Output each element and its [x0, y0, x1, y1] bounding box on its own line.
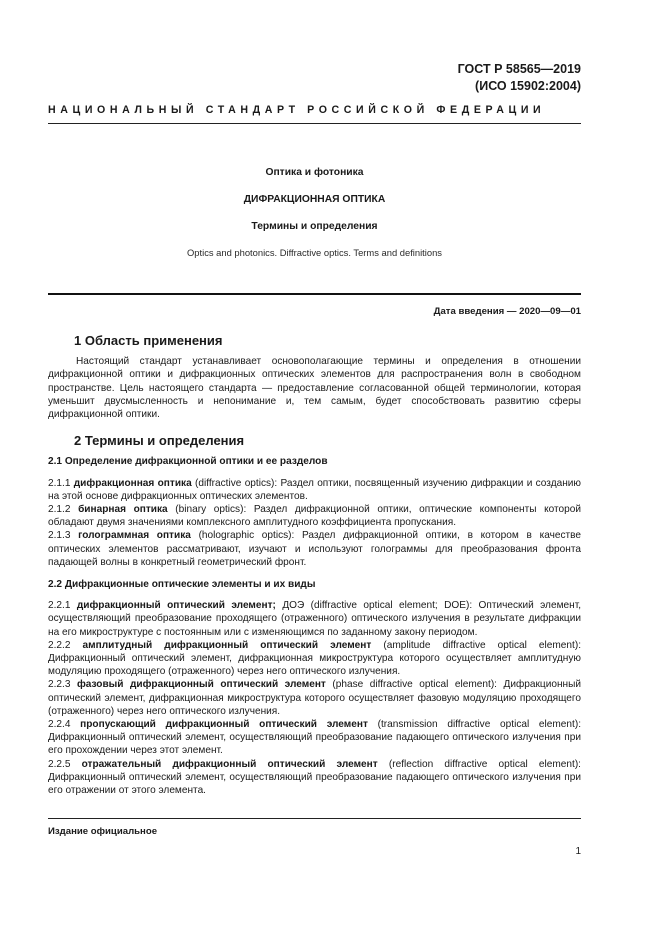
title-divider: [48, 293, 581, 295]
term-entry-2-1-1: [48, 477, 581, 503]
entry-number: 2.2.5: [48, 758, 71, 770]
title-line-3: Термины и определения: [251, 221, 378, 232]
entry-term: голограммная оптика: [78, 530, 191, 542]
term-entry-2-2-2: [48, 639, 581, 679]
term-entry-2-2-3: [48, 678, 581, 718]
entry-number: 2.1.2: [48, 504, 71, 516]
gost-number: ГОСТ Р 58565—2019: [457, 62, 581, 76]
national-standard-title: НАЦИОНАЛЬНЫЙ СТАНДАРТ РОССИЙСКОЙ ФЕДЕРАЦИИ: [48, 104, 546, 116]
term-entry-2-1-2: [48, 503, 581, 529]
entry-number: 2.2.2: [48, 639, 71, 651]
section-2-heading: 2 Термины и определения: [74, 433, 245, 449]
entry-term: отражательный дифракционный оптический элемент: [81, 758, 378, 770]
entry-definition: (amplitude diffractive optical element): Дифракционный оптический элемент, дифракционная микроструктура которого осуществляет амплитудную модуляцию проходящего (отраженного) через него оптического излучения.: [48, 639, 581, 678]
standard-number-block: [458, 61, 581, 95]
section-1-heading: 1 Область применения: [74, 333, 223, 348]
entry-term: дифракционный оптический элемент;: [76, 600, 276, 612]
entry-term: дифракционная оптика: [73, 477, 192, 489]
entry-number: 2.2.3: [48, 679, 71, 691]
term-entry-2-1-3: [48, 529, 581, 569]
entry-term: пропускающий дифракционный оптический элемент: [80, 719, 368, 731]
page-number: 1: [575, 846, 581, 857]
header-divider: [48, 123, 581, 124]
title-line-1: Оптика и фотоника: [265, 167, 364, 178]
introduction-date: Дата введения — 2020—09—01: [433, 306, 581, 317]
entry-definition: (phase diffractive optical element): Дифракционный оптический элемент, дифракционная микроструктура которого осуществляет фазовую модуляцию проходящего (отраженного) через него оптического излучения.: [48, 679, 581, 717]
term-entry-2-2-4: [48, 718, 581, 758]
subsection-2-2-heading: 2.2 Дифракционные оптические элементы и их виды: [48, 579, 316, 591]
entry-number: 2.2.1: [48, 600, 71, 612]
footer-divider: [48, 818, 581, 819]
entry-definition: (diffractive optics): Раздел оптики, посвященный изучению дифракции и созданию на этой основе дифракционных оптических элементов.: [48, 477, 581, 502]
section-1-paragraph: Настоящий стандарт устанавливает основополагающие термины и определения в отношении дифракционной оптики и дифракционных оптических элементов для распространения волн в свободном пространстве. Цель настоящего стандарта — предоставление согласованной общей терминологии, которая уменьшит двусмысленность и непонимание и, тем самым, будет способствовать развитию сферы дифракционной оптики.: [48, 356, 581, 421]
entry-number: 2.1.1: [48, 477, 71, 489]
entry-term: бинарная оптика: [78, 504, 168, 516]
subsection-2-1-heading: 2.1 Определение дифракционной оптики и ее разделов: [48, 456, 328, 468]
entry-definition: (transmission diffractive optical element): Дифракционный оптический элемент, осуществляющий преобразование падающего оптического излучения при его прохождении через этот элемент.: [48, 719, 582, 757]
entry-definition: (holographic optics): Раздел дифракционной оптики, в котором в качестве оптических элементов рассматривают, изучают и используют голограммы для преобразования фронта падающей волны в конкретный геометрический фронт.: [48, 530, 582, 568]
entry-definition: (reflection diffractive optical element): Дифракционный оптический элемент, осуществляющий преобразование падающего оптического излучения при его отражении от этого элемента.: [48, 758, 581, 797]
entry-number: 2.2.4: [48, 719, 71, 731]
entry-definition: (binary optics): Раздел дифракционной оптики, оптические компоненты которой обладают двумя значениями комплексного амплитудного коэффициента пропускания.: [48, 504, 582, 529]
entry-term: фазовый дифракционный оптический элемент: [76, 679, 326, 691]
entry-number: 2.1.3: [48, 530, 71, 542]
term-entry-2-2-5: [48, 758, 581, 798]
title-line-2: ДИФРАКЦИОННАЯ ОПТИКА: [243, 194, 386, 205]
term-entry-2-2-1: [48, 599, 581, 639]
official-edition-label: Издание официальное: [48, 826, 158, 837]
entry-term: амплитудный дифракционный оптический элемент: [82, 639, 372, 651]
iso-number: (ИСО 15902:2004): [475, 79, 581, 93]
entry-definition: ДОЭ (diffractive optical element; DOE): Оптический элемент, осуществляющий преобразование проходящего (отраженного) оптического излучения в результате дифракции на его микроструктуре с постоянным или с изменяющимся по заданному закону периодом.: [48, 600, 582, 638]
main-content: [48, 334, 581, 797]
title-english: Optics and photonics. Diffractive optics. Terms and definitions: [187, 247, 442, 258]
